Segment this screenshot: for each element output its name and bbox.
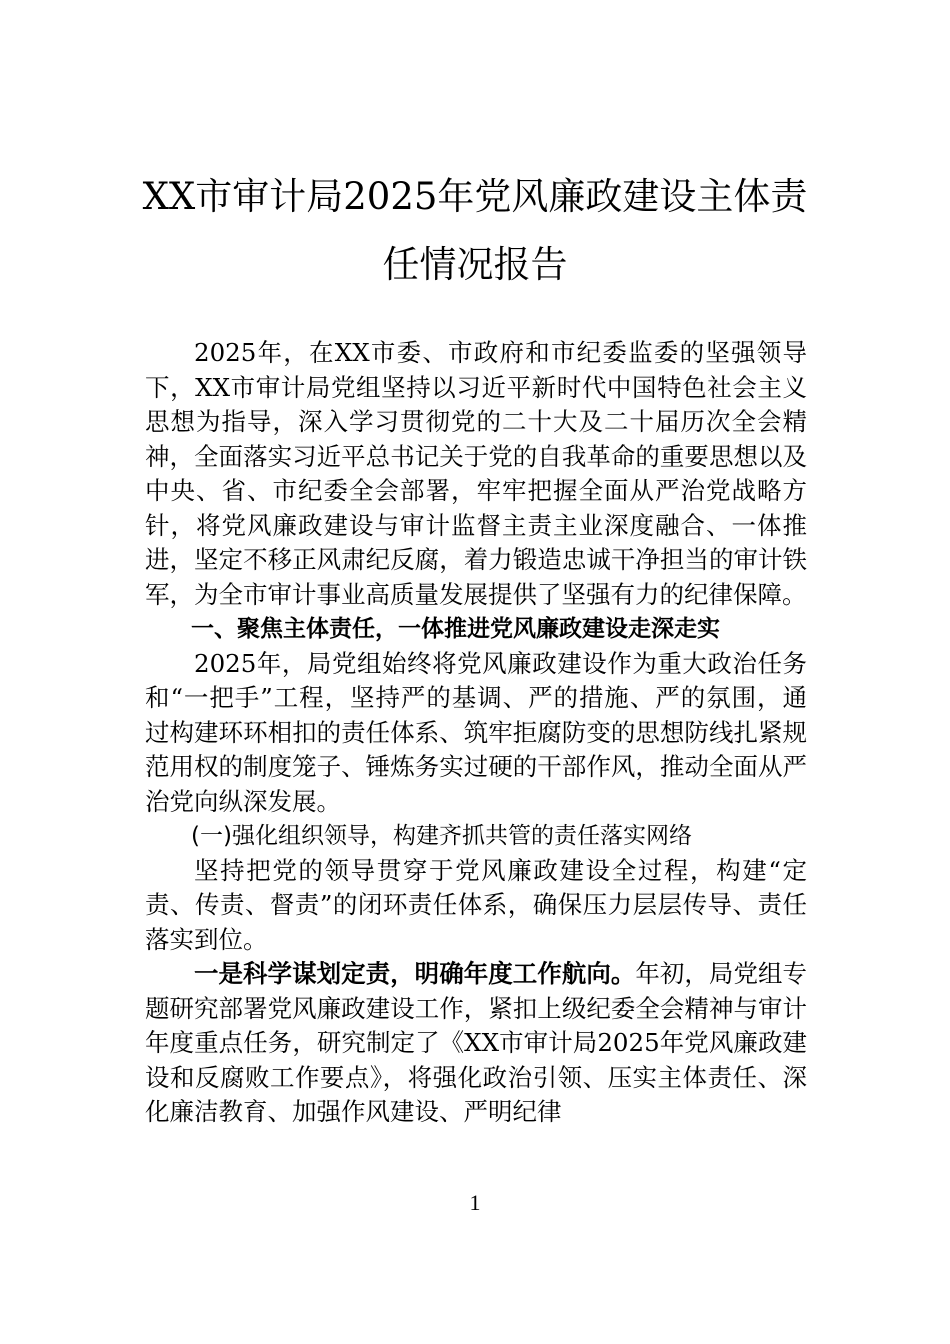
subsection-1-heading: (一)强化组织领导，构建齐抓共管的责任落实网络 <box>191 823 692 849</box>
point-1-body: 年初，局党组专题研究部署党风廉政建设工作，紧扣上级纪委全会精神与审计年度重点任务，研究制定了《XX市审计局2025年党风廉政建设和反腐败工作要点》，将强化政治引领、压实主体责任、深化廉洁教育、加强作风建设、严明纪律 <box>145 959 807 1126</box>
intro-paragraph: 2025年，在XX市委、市政府和市纪委监委的坚强领导下，XX市审计局党组坚持以习近平新时代中国特色社会主义思想为指导，深入学习贯彻党的二十大及二十届历次全会精神，全面落实习近平总书记关于党的自我革命的重要思想以及中央、省、市纪委全会部署，牢牢把握全面从严治党战略方针，将党风廉政建设与审计监督主责主业深度融合、一体推进，坚定不移正风肃纪反腐，着力锻造忠诚干净担当的审计铁军，为全市审计事业高质量发展提供了坚强有力的纪律保障。 <box>145 338 807 609</box>
page-number: 1 <box>469 1190 481 1215</box>
document-body <box>145 336 807 1130</box>
point-1-lead: 一是科学谋划定责，明确年度工作航向。 <box>194 959 636 988</box>
section-1-paragraph: 2025年，局党组始终将党风廉政建设作为重大政治任务和“一把手”工程，坚持严的基调、严的措施、严的氛围，通过构建环环相扣的责任体系、筑牢拒腐防变的思想防线扎紧规范用权的制度笼子、锤炼务实过硬的干部作风，推动全面从严治党向纵深发展。 <box>145 648 807 816</box>
document-title-line-2: 任情况报告 <box>382 243 568 286</box>
subsection-1-paragraph: 坚持把党的领导贯穿于党风廉政建设全过程，构建“定责、传责、督责”的闭环责任体系，确保压力层层传导、责任落实到位。 <box>145 855 807 954</box>
document-title-line-1: XX市审计局2025年党风廉政建设主体责 <box>142 175 808 218</box>
point-1-paragraph <box>145 957 807 1130</box>
section-1-heading: 一、聚焦主体责任，一体推进党风廉政建设走深走实 <box>191 616 720 642</box>
